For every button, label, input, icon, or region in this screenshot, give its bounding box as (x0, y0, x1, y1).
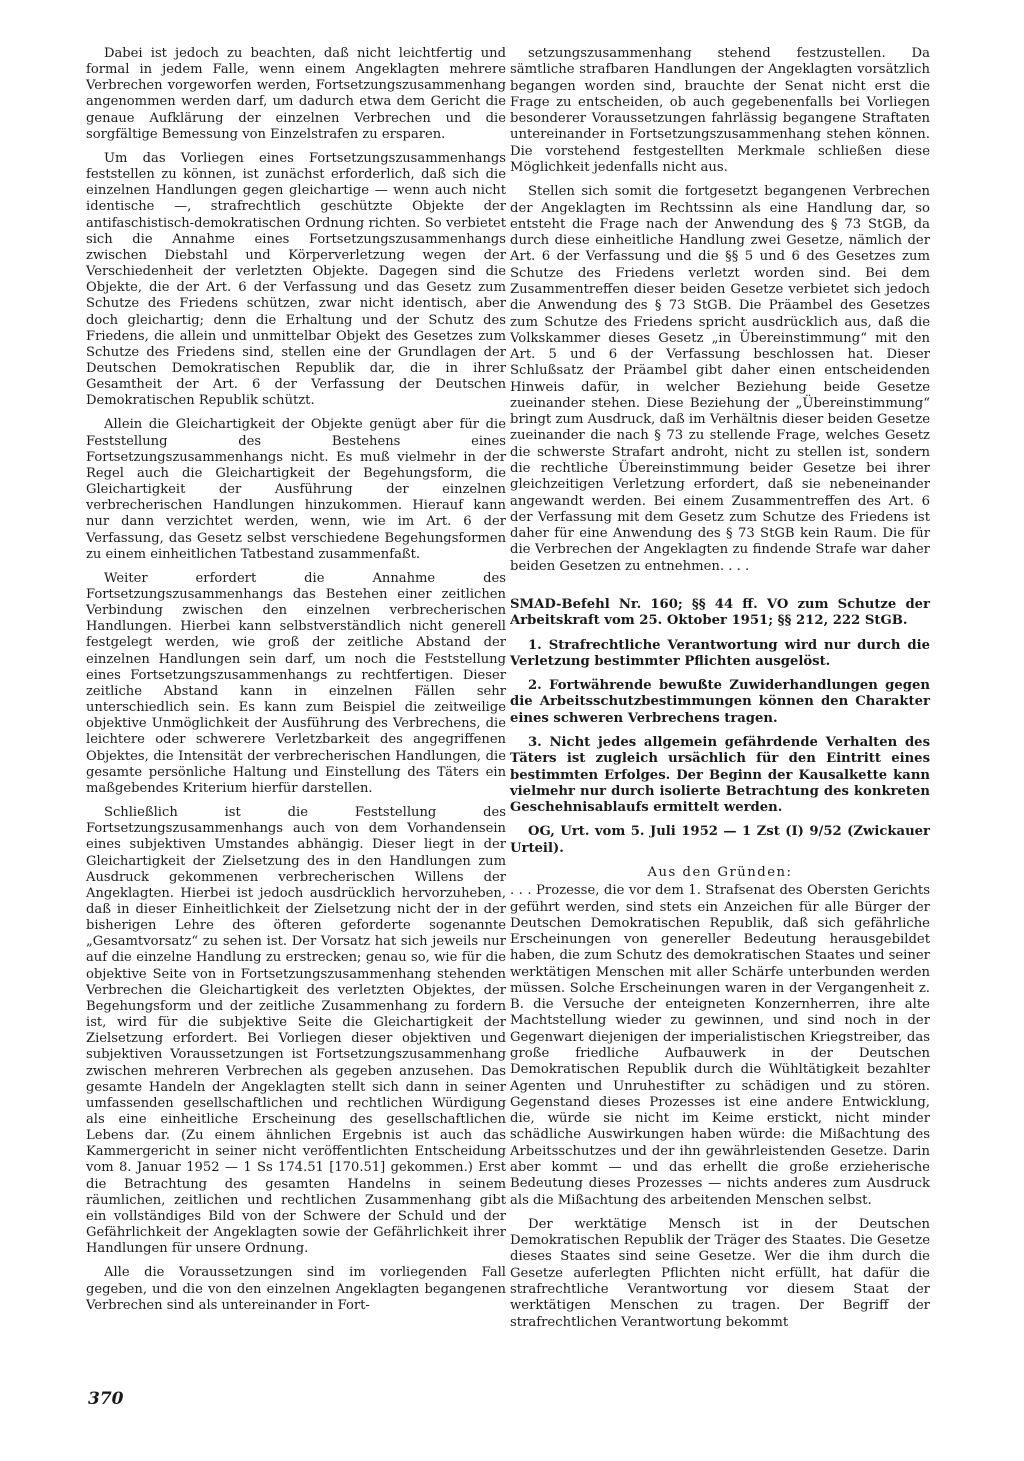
left-column (86, 46, 506, 1322)
right-paragraph-1: setzungszusammenhang stehend festzustellen. Da sämtliche strafbaren Handlungen der Angeklagten vorsätzlich begangen worden sind, brauchte der Senat nicht erst die Frage zu entscheiden, ob auch gegebenenfalls bei Vorliegen besonderer Voraussetzungen fahrlässig begangene Straftaten untereinander in Fortsetzungszusammenhang stehen können. Die vorstehend festgestellten Merkmale schließen diese Möglichkeit jedenfalls nicht aus. (510, 46, 930, 175)
left-paragraph-4: Weiter erfordert die Annahme des Fortsetzungszusammenhangs das Bestehen einer zeitlichen Verbindung zwischen den einzelnen verbrecherischen Handlungen. Hierbei kann selbstverständlich nicht generell festgelegt werden, wie groß der zeitliche Abstand der einzelnen Handlungen sein darf, um noch die Feststellung eines Fortsetzungszusammenhangs zu rechtfertigen. Dieser zeitliche Abstand kann in einzelnen Fällen sehr unterschiedlich sein. Es kann zum Beispiel die zeitweilige objektive Unmöglichkeit der Ausführung des Verbrechens, die leichtere oder schwerere Verletzbarkeit des angegriffenen Objektes, die Intensität der verbrecherischen Handlungen, die gesamte persönliche Haltung und Einstellung des Täters ein maßgebendes Kriterium hierfür darstellen. (86, 570, 506, 796)
left-paragraph-6: Alle die Voraussetzungen sind im vorliegenden Fall gegeben, und die von den einzelnen Angeklagten begangenen Verbrechen sind als untereinander in Fort- (86, 1265, 506, 1313)
page-number: 370 (88, 1389, 124, 1409)
right-paragraph-7: OG, Urt. vom 5. Juli 1952 — 1 Zst (I) 9/52 (Zwickauer Urteil). (510, 824, 930, 856)
left-paragraph-3: Allein die Gleichartigkeit der Objekte genügt aber für die Feststellung des Bestehens eines Fortsetzungszusammenhangs nicht. Es muß vielmehr in der Regel auch die Gleichartigkeit der Begehungsform, die Gleichartigkeit der Ausführung der einzelnen verbrecherischen Handlungen hinzukommen. Hierauf kann nur dann verzichtet werden, wenn, wie im Art. 6 der Verfassung, das Gesetz selbst verschiedene Begehungsformen zu einem einheitlichen Tatbestand zusammenfaßt. (86, 417, 506, 562)
right-paragraph-2: Stellen sich somit die fortgesetzt begangenen Verbrechen der Angeklagten im Rechtssinn als eine Handlung dar, so entsteht die Frage nach der Anwendung des § 73 StGB, da durch diese einheitliche Handlung zwei Gesetze, nämlich der Art. 6 der Verfassung und die §§ 5 und 6 des Gesetzes zum Schutze des Friedens verletzt worden sind. Bei dem Zusammentreffen dieser beiden Gesetze verbietet sich jedoch die Anwendung des § 73 StGB. Die Präambel des Gesetzes zum Schutze des Friedens spricht ausdrücklich aus, daß die Volkskammer dieses Gesetz „in Übereinstimmung“ mit den Art. 5 und 6 der Verfassung beschlossen hat. Dieser Schlußsatz der Präambel gibt daher einen entscheidenden Hinweis dafür, in welcher Beziehung beide Gesetze zueinander stehen. Diese Beziehung der „Übereinstimmung“ bringt zum Ausdruck, daß im Verhältnis dieser beiden Gesetze zueinander die nach § 73 zu stellende Frage, welches Gesetz die schwerste Strafart androht, nicht zu stellen ist, sondern die rechtliche Übereinstimmung beider Gesetze bei ihrer gleichzeitigen Verletzung erfordert, daß sie nebeneinander angewandt werden. Bei einem Zusammentreffen des Art. 6 der Verfassung mit dem Gesetz zum Schutze des Friedens ist daher für eine Anwendung des § 73 StGB kein Raum. Die für die Verbrechen der Angeklagten zu findende Strafe war daher beiden Gesetzen zu entnehmen. . . . (510, 184, 930, 574)
right-paragraph-8: Aus den Gründen: (647, 864, 793, 880)
right-paragraph-10: Der werktätige Mensch ist in der Deutschen Demokratischen Republik der Träger des Staates. Die Gesetze dieses Staates sind seine Gesetze. Wer die ihm durch die Gesetze auferlegten Pflichten nicht erfüllt, hat dafür die strafrechtliche Verantwortung vor diesem Staat der werktätigen Menschen zu tragen. Der Begriff der strafrechtlichen Verantwortung bekommt (510, 1216, 930, 1330)
right-paragraph-3: SMAD-Befehl Nr. 160; §§ 44 ff. VO zum Schutze der Arbeitskraft vom 25. Oktober 1951; §§ 212, 222 StGB. (510, 597, 930, 629)
right-column (510, 46, 930, 1339)
right-paragraph-5: 2. Fortwährende bewußte Zuwiderhandlungen gegen die Arbeitsschutzbestimmungen können den Charakter eines schweren Verbrechens tragen. (510, 678, 930, 726)
left-paragraph-5: Schließlich ist die Feststellung des Fortsetzungszusammenhangs auch von dem Vorhandensein eines subjektiven Umstandes abhängig. Dieser liegt in der Gleichartigkeit der Zielsetzung des in den Handlungen zum Ausdruck gekommenen verbrecherischen Willens der Angeklagten. Hierbei ist jedoch ausdrücklich hervorzuheben, daß in dieser Einheitlichkeit der Zielsetzung nicht der in der bisherigen Lehre des öfteren geforderte sogenannte „Gesamtvorsatz“ zu sehen ist. Der Vorsatz hat sich jeweils nur auf die einzelne Handlung zu erstrecken; genau so, wie für die objektive Seite von in Fortsetzungszusammenhang stehenden Verbrechen die Gleichartigkeit des verletzten Objektes, der Begehungsform und der zeitliche Zusammenhang zu fordern ist, wird für die subjektive Seite die Gleichartigkeit der Zielsetzung erfordert. Bei Vorliegen dieser objektiven und subjektiven Voraussetzungen ist Fortsetzungszusammenhang zwischen mehreren Verbrechen als gegeben anzusehen. Das gesamte Handeln der Angeklagten stellt sich dann in seiner umfassenden gesellschaftlichen und rechtlichen Würdigung als eine einheitliche Erscheinung des gesellschaftlichen Lebens dar. (Zu einem ähnlichen Ergebnis ist auch das Kammergericht in seiner nicht veröffentlichten Entscheidung vom 8. Januar 1952 — 1 Ss 174.51 [170.51] gekommen.) Erst die Betrachtung des gesamten Handelns in seinem räumlichen, zeitlichen und rechtlichen Zusammenhang gibt ein vollständiges Bild von der Schwere der Schuld und der Gefährlichkeit der Angeklagten sowie der Gefährlichkeit ihrer Handlungen für unsere Ordnung. (86, 805, 506, 1257)
right-paragraph-4: 1. Strafrechtliche Verantwortung wird nur durch die Verletzung bestimmter Pflichten ausgelöst. (510, 637, 930, 669)
right-paragraph-9: . . . Prozesse, die vor dem 1. Strafsenat des Obersten Gerichts geführt werden, sind stets ein Anzeichen für alle Bürger der Deutschen Demokratischen Republik, daß sich gefährliche Erscheinungen von genereller Bedeutung herausgebildet haben, die zum Schutz des demokratischen Staates und seiner werktätigen Menschen mit aller Schärfe unterbunden werden müssen. Solche Erscheinungen waren in der Vergangenheit z. B. die Versuche der enteigneten Konzernherren, ihre alte Machtstellung wieder zu gewinnen, und sind noch in der Gegenwart diejenigen der imperialistischen Kriegstreiber, das große friedliche Aufbauwerk in der Deutschen Demokratischen Republik durch die Wühltätigkeit bezahlter Agenten und Unruhestifter zu schädigen und zu stören. Gegenstand dieses Prozesses ist eine andere Entwicklung, die, würde sie nicht im Keime erstickt, nicht minder schädliche Auswirkungen haben würde: die Mißachtung des Arbeitsschutzes und der ihn gewährleistenden Gesetze. Darin aber kommt — und das erhellt die große erzieherische Bedeutung dieses Prozesses — nichts anderes zum Ausdruck als die Mißachtung des arbeitenden Menschen selbst. (510, 883, 930, 1208)
right-paragraph-6: 3. Nicht jedes allgemein gefährdende Verhalten des Täters ist zugleich ursächlich für den Eintritt eines bestimmten Erfolges. Der Beginn der Kausalkette kann vielmehr nur durch isolierte Betrachtung des konkreten Geschehnisablaufs ermittelt werden. (510, 734, 930, 816)
left-paragraph-1: Dabei ist jedoch zu beachten, daß nicht leichtfertig und formal in jedem Falle, wenn einem Angeklagten mehrere Verbrechen vorgeworfen werden, Fortsetzungszusammenhang angenommen werden darf, um dadurch etwa dem Gericht die genaue Aufklärung der einzelnen Verbrechen und die sorgfältige Bemessung von Einzelstrafen zu ersparen. (86, 46, 506, 142)
left-paragraph-2: Um das Vorliegen eines Fortsetzungszusammenhangs feststellen zu können, ist zunächst erforderlich, daß sich die einzelnen Handlungen gegen gleichartige — wenn auch nicht identische —, strafrechtlich geschützte Objekte der antifaschistisch-demokratischen Ordnung richten. So verbietet sich die Annahme eines Fortsetzungszusammenhangs zwischen Diebstahl und Körperverletzung wegen der Verschiedenheit der verletzten Objekte. Dagegen sind die Objekte, die der Art. 6 der Verfassung und das Gesetz zum Schutze des Friedens schützen, zwar nicht identisch, aber doch gleichartig; denn die Erhaltung und der Schutz des Friedens, die allein und unmittelbar Objekt des Gesetzes zum Schutze des Friedens sind, stellen eine der Grundlagen der Deutschen Demokratischen Republik dar, die in ihrer Gesamtheit der Art. 6 der Verfassung der Deutschen Demokratischen Republik schützt. (86, 150, 506, 409)
